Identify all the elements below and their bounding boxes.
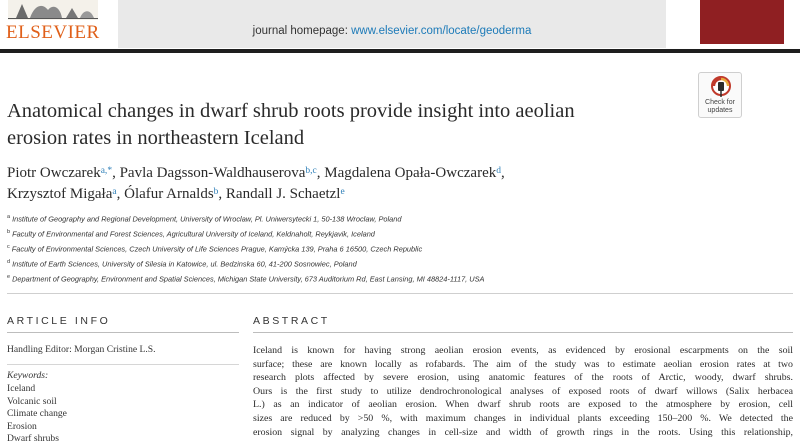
article-info-divider (7, 364, 239, 365)
handling-editor: Handling Editor: Morgan Cristine L.S. (7, 344, 156, 355)
check-updates-label (699, 99, 741, 115)
keyword-item[interactable]: Volcanic soil (7, 395, 57, 407)
author-line-2 (7, 184, 687, 205)
abstract-line: Iceland is known for having strong aeolian erosion events, as evidenced by erosional escarpments on the soil (253, 345, 793, 356)
author-separator: , (116, 186, 125, 202)
author-affiliation-mark[interactable]: b (213, 187, 219, 197)
keyword-item[interactable]: Iceland (7, 383, 36, 394)
author-name[interactable]: Krzysztof Migała (7, 186, 113, 202)
affiliation-item: $^e$ Department of Geography, Environment and Spatial Sciences, Michigan State University, 673 Auditorium Rd, East Lansing, MI 48824-1117, USA (7, 274, 485, 284)
keywords-list (7, 383, 67, 445)
affiliation-item: $^d$ Institute of Earth Sciences, University of Silesia in Katowice, ul. Bedzinska 60, 41-200 Sosnowiec, Poland (7, 259, 357, 269)
article-info-rule (7, 332, 239, 333)
abstract-line: erosion signal by analyzing changes in cell-size and width of growth rings in the roots. Using this relationship, (253, 426, 793, 438)
keywords-label: Keywords: (7, 370, 49, 381)
affiliation-list (7, 211, 767, 286)
journal-homepage (118, 25, 666, 37)
elsevier-tree-icon (8, 0, 98, 20)
abstract-line: L.) as an indicator of aeolian erosion. When dwarf shrub roots are exposed to the atmosphere by erosion, cell (253, 399, 793, 411)
author-affiliation-mark[interactable]: d (496, 166, 501, 176)
author-separator: , (500, 165, 505, 181)
paper-title (7, 98, 667, 152)
homepage-label: journal homepage: (252, 25, 348, 37)
abstract-line: surface; these are known locally as rofabards. The aim of the study was to estimate aeolian erosion rates at two (253, 358, 793, 370)
abstract-text (253, 344, 793, 439)
check-for-updates-badge[interactable] (698, 72, 742, 118)
author-name[interactable]: Piotr Owczarek (7, 165, 101, 181)
journal-masthead (118, 0, 666, 48)
publisher-name: ELSEVIER (6, 22, 100, 43)
keyword-item[interactable]: Dwarf shrubs (7, 433, 59, 445)
publisher-logo[interactable] (0, 0, 110, 48)
homepage-link[interactable]: www.elsevier.com/locate/geoderma (351, 25, 532, 37)
abstract-line: Ours is the first study to utilize dendrochronological analyses of exposed roots of dwarf willows (Salix herbacea (253, 385, 793, 397)
abstract-rule (253, 332, 793, 333)
author-line-1 (7, 163, 687, 184)
abstract-line: sizes are reduced by >50 %, with maximum changes in individual plants exceeding 150–200 %. We detected the (253, 412, 793, 424)
author-name[interactable]: Pavla Dagsson-Waldhauserova (119, 165, 306, 181)
title-line-1: Anatomical changes in dwarf shrub roots provide insight into aeolian (7, 100, 575, 122)
check-updates-icon (711, 76, 731, 98)
author-name[interactable]: Randall J. Schaetzl (225, 186, 341, 202)
abstract-line: research plots affected by severe erosion, using anatomic features of the roots of Arctic, woody, dwarf shrubs. (253, 372, 793, 384)
author-affiliation-mark[interactable]: e (340, 187, 345, 197)
section-divider (7, 293, 793, 294)
affiliation-item: $^a$ Institute of Geography and Regional Development, University of Wroclaw, Pl. Uniwersytecki 1, 50-138 Wroclaw, Poland (7, 214, 402, 224)
author-affiliation-mark[interactable]: a (112, 187, 117, 197)
affiliation-item: $^c$ Faculty of Environmental Sciences, Czech University of Life Sciences Prague, Kamýcka 139, Praha 6 16500, Czech Republic (7, 244, 423, 254)
journal-header (0, 0, 800, 48)
keyword-item[interactable]: Climate change (7, 408, 67, 420)
author-separator: , (316, 165, 325, 181)
author-separator: , (218, 186, 226, 202)
article-info-heading: ARTICLE INFO (7, 315, 111, 327)
title-line-2: erosion rates in northeastern Iceland (7, 127, 305, 149)
author-affiliation-mark[interactable]: b,c (305, 166, 317, 176)
author-name[interactable]: Magdalena Opała-Owczarek (324, 165, 497, 181)
keyword-item[interactable]: Erosion (7, 420, 37, 432)
affiliation-item: $^b$ Faculty of Environmental and Forest Sciences, Agricultural University of Iceland, Keldnaholt, Reykjavik, Iceland (7, 229, 375, 239)
author-name[interactable]: Ólafur Arnalds (124, 186, 214, 202)
author-affiliation-mark[interactable]: a,* (100, 166, 113, 176)
journal-cover-thumbnail[interactable] (700, 0, 784, 44)
check-updates-line1: Check for (705, 99, 735, 106)
header-divider (0, 49, 800, 53)
author-list (7, 163, 687, 205)
author-separator: , (112, 165, 120, 181)
check-updates-line2: updates (707, 107, 733, 114)
abstract-heading: ABSTRACT (253, 315, 330, 327)
